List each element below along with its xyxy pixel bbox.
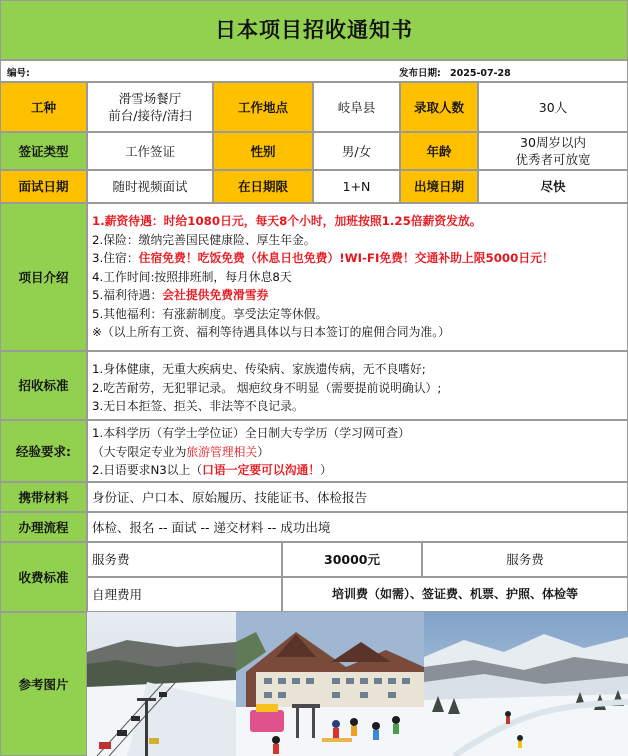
standards-content xyxy=(87,351,628,420)
reference-photos-label: 参考图片 xyxy=(0,612,87,756)
departure-date-label: 出境日期 xyxy=(400,170,478,203)
hires-label: 录取人数 xyxy=(400,82,478,132)
intro-line-insurance: 2.保险：缴纳完善国民健康险、厚生年金。 xyxy=(92,232,316,247)
intro-line-worktime: 4.工作时间:按照排班制，每月休息8天 xyxy=(92,269,292,284)
experience-major-prefix: （大专限定专业为 xyxy=(92,444,187,459)
intro-benefits-highlight: 会社提供免费滑雪券 xyxy=(162,288,269,302)
materials-value: 身份证、户口本、原始履历、技能证书、体检报告 xyxy=(87,482,628,512)
gender-label: 性别 xyxy=(213,132,313,170)
intro-line-note: ※（以上所有工资、福利等待遇具体以与日本签订的雇佣合同为准。） xyxy=(92,325,450,339)
experience-line-education: 1.本科学历（有学士学位证）全日制大专学历（学习网可查） xyxy=(92,426,410,440)
standards-line-conduct: 2.吃苦耐劳，无犯罪记录。 烟疤纹身不明显（需要提前说明确认）; xyxy=(92,380,442,395)
process-label: 办理流程 xyxy=(0,512,87,542)
standards-line-health: 1.身体健康，无重大疾病史、传染病、家族遗传病，无不良嗜好; xyxy=(92,362,426,376)
service-fee-amount: 30000元 xyxy=(282,542,422,577)
job-type-line2: 前台/接待/清扫 xyxy=(108,108,192,123)
work-location-value: 岐阜县 xyxy=(313,82,400,132)
intro-line-housing xyxy=(92,249,627,268)
standards-line-record: 3.无日本拒签、拒关、非法等不良记录。 xyxy=(92,399,304,413)
age-line2: 优秀者可放宽 xyxy=(515,152,591,167)
self-paid-items: 培训费（如需）、签证费、机票、护照、体检等 xyxy=(282,577,628,612)
meta-row xyxy=(0,60,628,82)
materials-label: 携带材料 xyxy=(0,482,87,512)
ski-lift-photo xyxy=(87,612,237,756)
job-type-label: 工种 xyxy=(0,82,87,132)
gender-value: 男/女 xyxy=(313,132,400,170)
fees-label: 收费标准 xyxy=(0,542,87,612)
intro-line-benefits xyxy=(92,286,627,305)
hires-value: 30人 xyxy=(478,82,628,132)
departure-date-value: 尽快 xyxy=(478,170,628,203)
experience-major-suffix: ） xyxy=(257,444,269,459)
notice-title: 日本项目招收通知书 xyxy=(0,0,628,60)
experience-japanese-prefix: 2.日语要求N3以上（ xyxy=(92,463,203,477)
experience-line-japanese xyxy=(92,461,627,480)
intro-line-salary: 1.薪资待遇：时给1080日元，每天8个小时，加班按照1.25倍薪资发放。 xyxy=(92,214,482,228)
visa-type-label: 签证类型 xyxy=(0,132,87,170)
service-fee-note: 服务费 xyxy=(422,542,628,577)
term-label: 在日期限 xyxy=(213,170,313,203)
experience-japanese-suffix: ） xyxy=(320,463,332,477)
project-intro-content xyxy=(87,203,628,351)
experience-label: 经验要求: xyxy=(0,420,87,482)
interview-date-value: 随时视频面试 xyxy=(87,170,213,203)
experience-japanese-highlight: 口语一定要可以沟通！ xyxy=(202,463,321,477)
job-type-line1: 滑雪场餐厅 xyxy=(118,91,182,106)
visa-type-value: 工作签证 xyxy=(87,132,213,170)
experience-line-major xyxy=(92,443,627,462)
experience-major-highlight: 旅游管理相关 xyxy=(186,444,258,459)
term-value: 1+N xyxy=(313,170,400,203)
intro-housing-prefix: 3.住宿： xyxy=(92,251,139,265)
number-label: 编号: xyxy=(7,68,30,79)
job-type-value xyxy=(87,82,213,132)
project-intro-label: 项目介绍 xyxy=(0,203,87,351)
intro-benefits-prefix: 5.福利待遇： xyxy=(92,288,163,302)
service-fee-label: 服务费 xyxy=(87,542,282,577)
self-paid-label: 自理费用 xyxy=(87,577,282,612)
interview-date-label: 面试日期 xyxy=(0,170,87,203)
publish-date-label: 发布日期: xyxy=(399,68,441,79)
work-location-label: 工作地点 xyxy=(213,82,313,132)
age-line1: 30周岁以内 xyxy=(520,135,586,150)
ski-resort-hotel-photo xyxy=(236,612,425,756)
snow-mountain-photo xyxy=(424,612,628,756)
process-value: 体检、报名 -- 面试 -- 递交材料 -- 成功出境 xyxy=(87,512,628,542)
intro-line-other-benefits: 5.其他福利：有涨薪制度。享受法定等休假。 xyxy=(92,306,328,321)
age-value xyxy=(478,132,628,170)
experience-content xyxy=(87,420,628,482)
publish-date-value: 2025-07-28 xyxy=(450,68,511,79)
standards-label: 招收标准 xyxy=(0,351,87,420)
age-label: 年龄 xyxy=(400,132,478,170)
intro-housing-highlight: 住宿免费！吃饭免费（休息日也免费）!WI-FI免费！交通补助上限5000日元！ xyxy=(138,251,554,265)
